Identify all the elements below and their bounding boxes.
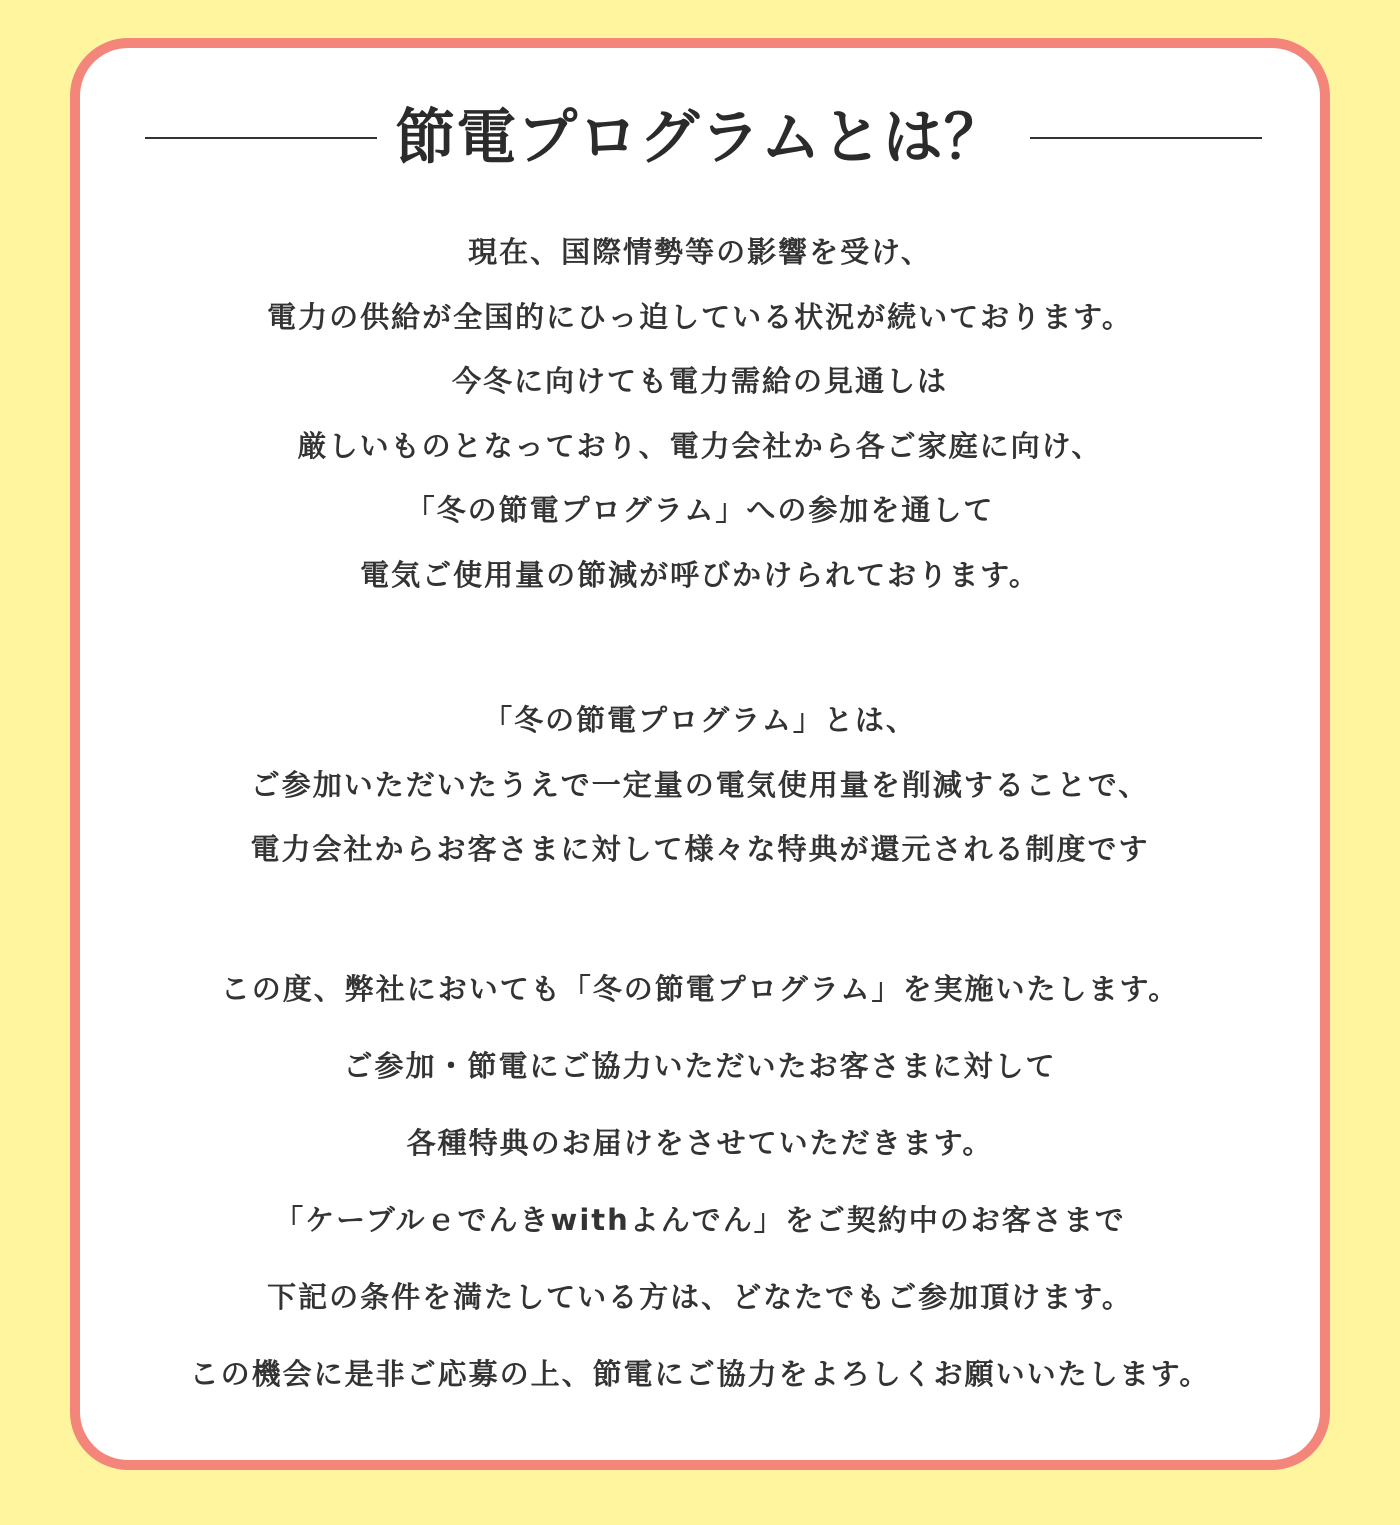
heading-rule-right: [1030, 137, 1262, 139]
intro-paragraph: [80, 220, 1320, 607]
text-line: ご参加・節電にご協力いただいたお客さまに対して: [343, 1049, 1057, 1083]
text-line: ご参加いただいたうえで一定量の電気使用量を削減することで、: [250, 767, 1150, 802]
text-line: 各種特典のお届けをさせていただきます。: [406, 1126, 994, 1160]
text-line: この機会に是非ご応募の上、節電にご協力をよろしくお願いいたします。: [189, 1357, 1211, 1391]
text-line: 電気ご使用量の節減が呼びかけられております。: [360, 557, 1040, 592]
text-line: 厳しいものとなっており、電力会社から各ご家庭に向け、: [297, 428, 1103, 463]
definition-paragraph: [80, 688, 1320, 882]
text-line: 「冬の節電プログラム」とは、: [483, 703, 917, 737]
text-line: 下記の条件を満たしている方は、どなたでもご参加頂けます。: [267, 1280, 1133, 1314]
text-line: この度、弊社においても「冬の節電プログラム」を実施いたします。: [220, 972, 1180, 1006]
text-line: 「冬の節電プログラム」への参加を通して: [405, 493, 995, 527]
page-title: 節電プログラムとは？: [395, 103, 1005, 173]
text-line: 「ケーブルｅでんきwithよんでん」をご契約中のお客さまで: [274, 1203, 1126, 1237]
heading-row: [80, 96, 1320, 180]
text-line: 電力会社からお客さまに対して様々な特典が還元される制度です: [250, 832, 1150, 866]
heading-rule-left: [145, 137, 377, 139]
info-card: [70, 38, 1330, 1470]
text-line: 電力の供給が全国的にひっ迫している状況が続いております。: [267, 299, 1133, 334]
text-line: 現在、国際情勢等の影響を受け、: [468, 235, 932, 269]
text-line: 今冬に向けても電力需給の見通しは: [451, 364, 948, 398]
announcement-paragraph: [80, 951, 1320, 1413]
